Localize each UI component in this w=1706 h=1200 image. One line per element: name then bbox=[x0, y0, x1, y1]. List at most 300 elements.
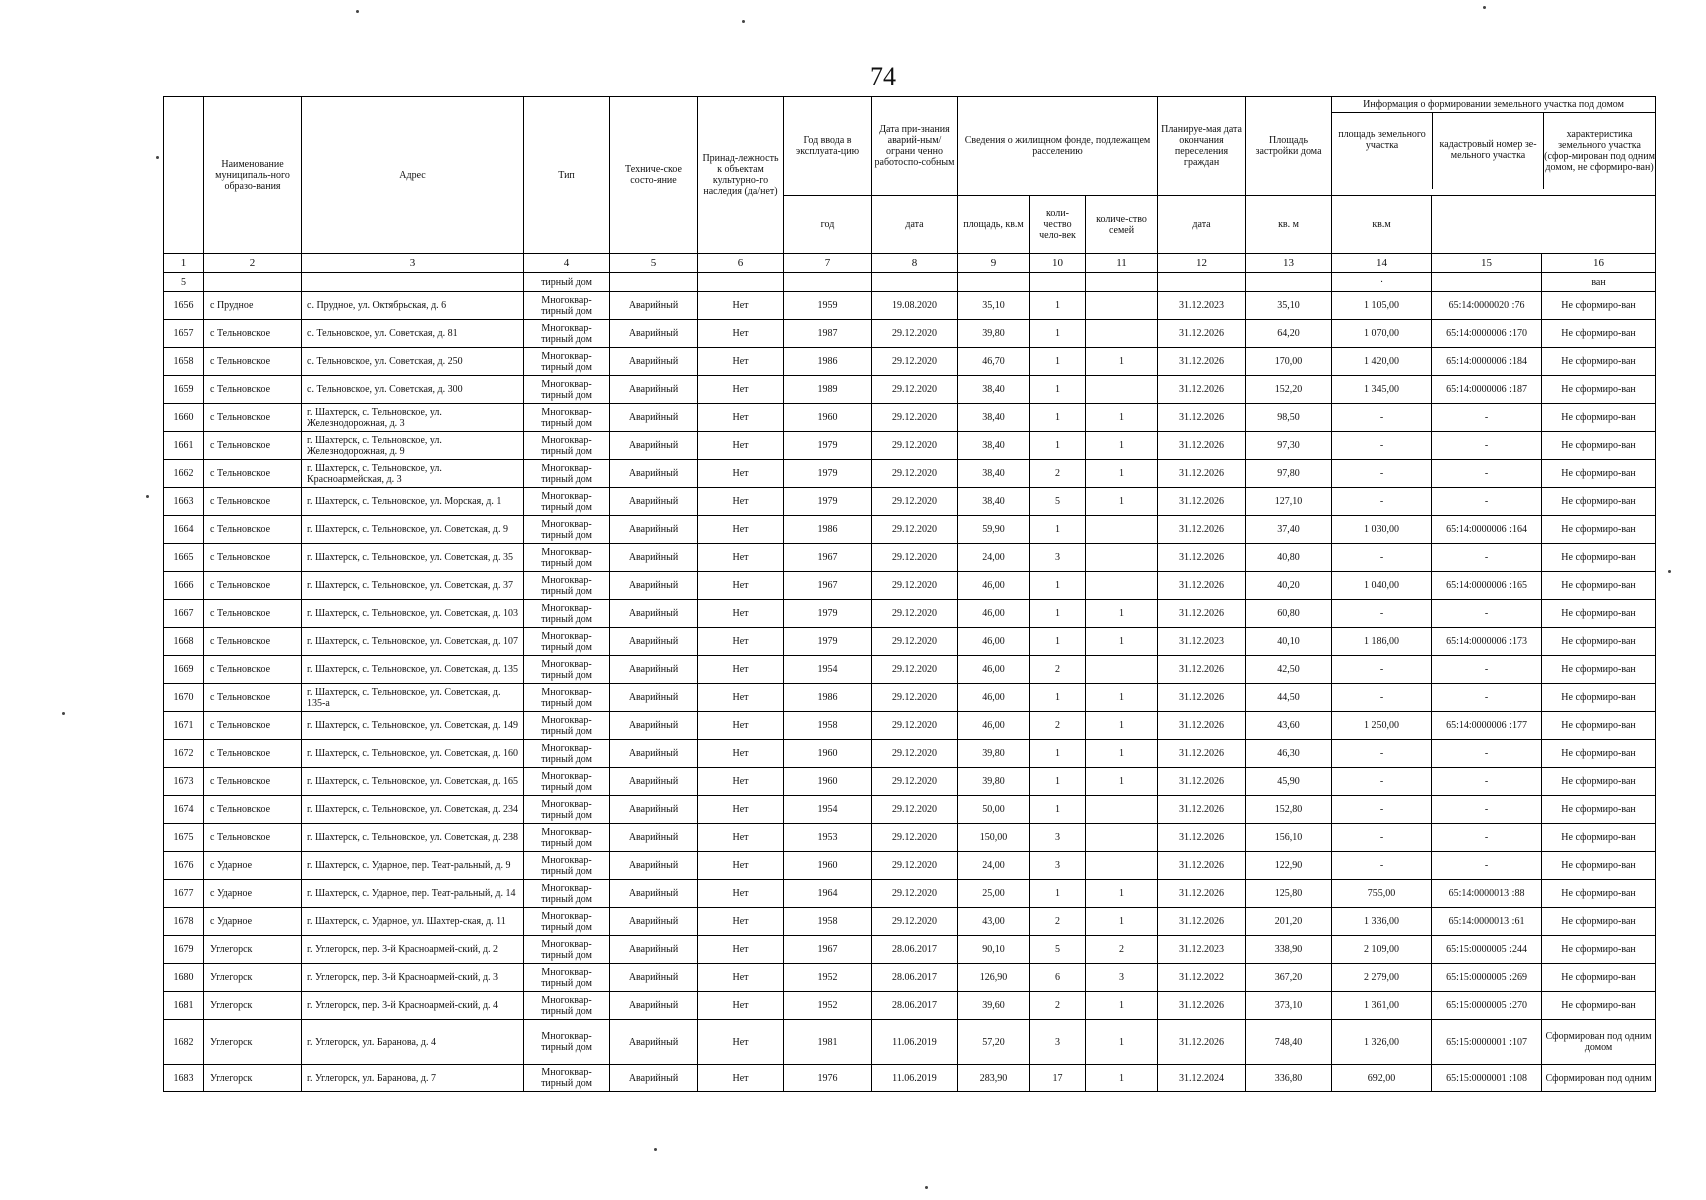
cell-emergency-date: 29.12.2020 bbox=[872, 880, 958, 908]
cell-land-area: · bbox=[1332, 273, 1432, 292]
cell-heritage: Нет bbox=[698, 320, 784, 348]
table-row bbox=[164, 544, 1656, 572]
cell-commission-year: 1964 bbox=[784, 880, 872, 908]
cell-land-area: - bbox=[1332, 544, 1432, 572]
cell-planned-date: 31.12.2026 bbox=[1158, 488, 1246, 516]
cell-area: 46,70 bbox=[958, 348, 1030, 376]
cell-type: Многоквар-тирный дом bbox=[524, 880, 610, 908]
cell-cadastral: - bbox=[1432, 488, 1542, 516]
cell-cadastral: 65:14:0000006 :165 bbox=[1432, 572, 1542, 600]
cell-type: Многоквар-тирный дом bbox=[524, 320, 610, 348]
cell-land-characteristic: Не сформиро-ван bbox=[1542, 936, 1656, 964]
cell-people: 3 bbox=[1030, 1020, 1086, 1065]
header-type: Тип bbox=[524, 97, 610, 254]
cell-planned-date: 31.12.2026 bbox=[1158, 460, 1246, 488]
cell-type: Многоквар-тирный дом bbox=[524, 768, 610, 796]
cell-commission-year: 1967 bbox=[784, 572, 872, 600]
cell-families: 1 bbox=[1086, 880, 1158, 908]
table-row bbox=[164, 404, 1656, 432]
row-number: 1661 bbox=[164, 432, 204, 460]
cell-land-area: - bbox=[1332, 796, 1432, 824]
cell-area: 59,90 bbox=[958, 516, 1030, 544]
cell-planned-date: 31.12.2026 bbox=[1158, 432, 1246, 460]
cell-heritage: Нет bbox=[698, 516, 784, 544]
cell-area: 50,00 bbox=[958, 796, 1030, 824]
cell-type: Многоквар-тирный дом bbox=[524, 292, 610, 320]
cell-families: 1 bbox=[1086, 404, 1158, 432]
cell-emergency-date: 28.06.2017 bbox=[872, 964, 958, 992]
cell-area: 39,80 bbox=[958, 320, 1030, 348]
cell-people: 1 bbox=[1030, 320, 1086, 348]
cell-heritage: Нет bbox=[698, 348, 784, 376]
cell-emergency-date: 29.12.2020 bbox=[872, 600, 958, 628]
table-row bbox=[164, 292, 1656, 320]
cell-municipality: с Ударное bbox=[204, 880, 302, 908]
cell-type: Многоквар-тирный дом bbox=[524, 376, 610, 404]
cell-address: с. Тельновское, ул. Советская, д. 81 bbox=[302, 320, 524, 348]
cell-empty bbox=[698, 273, 784, 292]
cell-built-area: 152,20 bbox=[1246, 376, 1332, 404]
cell-type: Многоквар-тирный дом bbox=[524, 348, 610, 376]
cell-empty bbox=[1246, 273, 1332, 292]
cell-land-characteristic: Не сформиро-ван bbox=[1542, 908, 1656, 936]
row-number: 5 bbox=[164, 273, 204, 292]
cell-emergency-date: 29.12.2020 bbox=[872, 376, 958, 404]
header-built-area: Площадь застройки дома bbox=[1246, 97, 1332, 196]
cell-empty bbox=[1086, 273, 1158, 292]
table-row bbox=[164, 516, 1656, 544]
unit-built-area: кв. м bbox=[1246, 196, 1332, 254]
column-index: 12 bbox=[1158, 254, 1246, 273]
cell-type: Многоквар-тирный дом bbox=[524, 992, 610, 1020]
cell-area: 38,40 bbox=[958, 404, 1030, 432]
cell-planned-date: 31.12.2026 bbox=[1158, 404, 1246, 432]
row-number: 1673 bbox=[164, 768, 204, 796]
cell-land-area: 1 186,00 bbox=[1332, 628, 1432, 656]
table-row bbox=[164, 712, 1656, 740]
cell-emergency-date: 29.12.2020 bbox=[872, 572, 958, 600]
cell-planned-date: 31.12.2026 bbox=[1158, 712, 1246, 740]
row-number: 1672 bbox=[164, 740, 204, 768]
cell-address: г. Шахтерск, с. Тельновское, ул. Советская, д. 37 bbox=[302, 572, 524, 600]
cell-address: г. Шахтерск, с. Тельновское, ул. Железнодорожная, д. 3 bbox=[302, 404, 524, 432]
cell-built-area: 170,00 bbox=[1246, 348, 1332, 376]
cell-people: 1 bbox=[1030, 572, 1086, 600]
cell-families: 1 bbox=[1086, 488, 1158, 516]
cell-cadastral: - bbox=[1432, 796, 1542, 824]
table-row bbox=[164, 432, 1656, 460]
cell-planned-date: 31.12.2026 bbox=[1158, 880, 1246, 908]
cell-planned-date: 31.12.2026 bbox=[1158, 516, 1246, 544]
cell-land-area: - bbox=[1332, 432, 1432, 460]
cell-families: 1 bbox=[1086, 684, 1158, 712]
cell-type: Многоквар-тирный дом bbox=[524, 852, 610, 880]
unit-date: дата bbox=[872, 196, 958, 254]
cell-land-area: 1 326,00 bbox=[1332, 1020, 1432, 1065]
cell-address: с. Тельновское, ул. Советская, д. 300 bbox=[302, 376, 524, 404]
cell-planned-date: 31.12.2022 bbox=[1158, 964, 1246, 992]
cell-tech-state: Аварийный bbox=[610, 432, 698, 460]
cell-built-area: 40,20 bbox=[1246, 572, 1332, 600]
cell-families bbox=[1086, 376, 1158, 404]
cell-land-characteristic: Не сформиро-ван bbox=[1542, 880, 1656, 908]
cell-address: с. Тельновское, ул. Советская, д. 250 bbox=[302, 348, 524, 376]
cell-planned-date: 31.12.2026 bbox=[1158, 768, 1246, 796]
cell-municipality: с Тельновское bbox=[204, 544, 302, 572]
cell-type: Многоквар-тирный дом bbox=[524, 1020, 610, 1065]
cell-type: Многоквар-тирный дом bbox=[524, 964, 610, 992]
cell-emergency-date: 29.12.2020 bbox=[872, 908, 958, 936]
unit-people: коли-чество чело-век bbox=[1030, 196, 1086, 254]
header-planned-date: Планируе-мая дата окончания переселения граждан bbox=[1158, 97, 1246, 196]
cell-families bbox=[1086, 656, 1158, 684]
table-row bbox=[164, 768, 1656, 796]
cell-people: 5 bbox=[1030, 936, 1086, 964]
cell-families: 1 bbox=[1086, 768, 1158, 796]
cell-emergency-date: 29.12.2020 bbox=[872, 460, 958, 488]
cell-address: г. Углегорск, ул. Баранова, д. 7 bbox=[302, 1065, 524, 1092]
page-number: 74 bbox=[870, 62, 896, 91]
cell-built-area: 97,80 bbox=[1246, 460, 1332, 488]
row-number: 1656 bbox=[164, 292, 204, 320]
cell-built-area: 98,50 bbox=[1246, 404, 1332, 432]
cell-cadastral: 65:14:0000006 :177 bbox=[1432, 712, 1542, 740]
cell-address: г. Шахтерск, с. Ударное, ул. Шахтер-ская, д. 11 bbox=[302, 908, 524, 936]
cell-cadastral: 65:14:0000006 :187 bbox=[1432, 376, 1542, 404]
cell-municipality: с Тельновское bbox=[204, 488, 302, 516]
cell-emergency-date: 29.12.2020 bbox=[872, 404, 958, 432]
cell-area: 38,40 bbox=[958, 376, 1030, 404]
cell-families: 1 bbox=[1086, 1020, 1158, 1065]
cell-area: 46,00 bbox=[958, 656, 1030, 684]
cell-land-characteristic: Не сформиро-ван bbox=[1542, 628, 1656, 656]
cell-address: с. Прудное, ул. Октябрьская, д. 6 bbox=[302, 292, 524, 320]
cell-municipality: с Тельновское bbox=[204, 516, 302, 544]
row-number: 1679 bbox=[164, 936, 204, 964]
header-row-number bbox=[164, 97, 204, 254]
cell-emergency-date: 11.06.2019 bbox=[872, 1020, 958, 1065]
cell-cadastral: - bbox=[1432, 684, 1542, 712]
cell-planned-date: 31.12.2026 bbox=[1158, 320, 1246, 348]
cell-tech-state: Аварийный bbox=[610, 600, 698, 628]
cell-land-area: 1 420,00 bbox=[1332, 348, 1432, 376]
cell-cadastral: 65:14:0000006 :173 bbox=[1432, 628, 1542, 656]
cell-cadastral: 65:15:0000005 :269 bbox=[1432, 964, 1542, 992]
cell-type: Многоквар-тирный дом bbox=[524, 600, 610, 628]
cell-commission-year: 1979 bbox=[784, 628, 872, 656]
cell-families bbox=[1086, 852, 1158, 880]
cell-area: 126,90 bbox=[958, 964, 1030, 992]
cell-cadastral: - bbox=[1432, 460, 1542, 488]
cell-heritage: Нет bbox=[698, 796, 784, 824]
cell-area: 46,00 bbox=[958, 628, 1030, 656]
unit-land-area: кв.м bbox=[1332, 196, 1432, 254]
cell-municipality: с Тельновское bbox=[204, 600, 302, 628]
cell-area: 46,00 bbox=[958, 684, 1030, 712]
cell-tech-state: Аварийный bbox=[610, 656, 698, 684]
unit-families: количе-ство семей bbox=[1086, 196, 1158, 254]
cell-families bbox=[1086, 292, 1158, 320]
cell-cadastral: - bbox=[1432, 544, 1542, 572]
cell-cadastral: - bbox=[1432, 432, 1542, 460]
table-row-continued bbox=[164, 273, 1656, 292]
cell-heritage: Нет bbox=[698, 488, 784, 516]
header-housing-info: Сведения о жилищном фонде, подлежащем расселению bbox=[958, 97, 1158, 196]
cell-address: г. Шахтерск, с. Тельновское, ул. Железнодорожная, д. 9 bbox=[302, 432, 524, 460]
cell-type: Многоквар-тирный дом bbox=[524, 404, 610, 432]
cell-area: 38,40 bbox=[958, 460, 1030, 488]
cell-emergency-date: 29.12.2020 bbox=[872, 320, 958, 348]
cell-municipality: с Тельновское bbox=[204, 460, 302, 488]
cell-commission-year: 1986 bbox=[784, 684, 872, 712]
row-number: 1678 bbox=[164, 908, 204, 936]
cell-planned-date: 31.12.2026 bbox=[1158, 824, 1246, 852]
cell-cadastral: - bbox=[1432, 740, 1542, 768]
cell-area: 38,40 bbox=[958, 432, 1030, 460]
cell-land-area: 1 345,00 bbox=[1332, 376, 1432, 404]
cell-people: 2 bbox=[1030, 992, 1086, 1020]
cell-land-characteristic: Не сформиро-ван bbox=[1542, 768, 1656, 796]
cell-cadastral: 65:14:0000020 :76 bbox=[1432, 292, 1542, 320]
header-emergency-date: Дата при-знания аварий-ным/ограни ченно работоспо-собным bbox=[872, 97, 958, 196]
cell-planned-date: 31.12.2026 bbox=[1158, 992, 1246, 1020]
scan-speck bbox=[146, 495, 149, 498]
cell-emergency-date: 11.06.2019 bbox=[872, 1065, 958, 1092]
cell-municipality: с Тельновское bbox=[204, 404, 302, 432]
cell-land-area: 1 030,00 bbox=[1332, 516, 1432, 544]
cell-land-area: 2 279,00 bbox=[1332, 964, 1432, 992]
cell-people: 1 bbox=[1030, 516, 1086, 544]
cell-land-area: 1 336,00 bbox=[1332, 908, 1432, 936]
table-row bbox=[164, 964, 1656, 992]
cell-area: 90,10 bbox=[958, 936, 1030, 964]
column-index: 5 bbox=[610, 254, 698, 273]
cell-tech-state: Аварийный bbox=[610, 544, 698, 572]
cell-heritage: Нет bbox=[698, 404, 784, 432]
column-index: 9 bbox=[958, 254, 1030, 273]
cell-planned-date: 31.12.2023 bbox=[1158, 292, 1246, 320]
cell-built-area: 45,90 bbox=[1246, 768, 1332, 796]
row-number: 1668 bbox=[164, 628, 204, 656]
cell-municipality: Углегорск bbox=[204, 964, 302, 992]
cell-families: 3 bbox=[1086, 964, 1158, 992]
unit-spacer bbox=[1432, 196, 1656, 254]
cell-cadastral: 65:14:0000006 :184 bbox=[1432, 348, 1542, 376]
cell-area: 24,00 bbox=[958, 544, 1030, 572]
cell-land-area: - bbox=[1332, 404, 1432, 432]
cell-heritage: Нет bbox=[698, 964, 784, 992]
table-row bbox=[164, 740, 1656, 768]
table-row bbox=[164, 992, 1656, 1020]
cell-families bbox=[1086, 544, 1158, 572]
cell-planned-date: 31.12.2026 bbox=[1158, 656, 1246, 684]
cell-built-area: 97,30 bbox=[1246, 432, 1332, 460]
cell-type: Многоквар-тирный дом bbox=[524, 908, 610, 936]
cell-tech-state: Аварийный bbox=[610, 348, 698, 376]
cell-tech-state: Аварийный bbox=[610, 992, 698, 1020]
cell-tech-state: Аварийный bbox=[610, 796, 698, 824]
cell-commission-year: 1986 bbox=[784, 516, 872, 544]
row-number: 1681 bbox=[164, 992, 204, 1020]
cell-address: г. Шахтерск, с. Тельновское, ул. Советская, д. 165 bbox=[302, 768, 524, 796]
cell-commission-year: 1952 bbox=[784, 992, 872, 1020]
cell-type: Многоквар-тирный дом bbox=[524, 488, 610, 516]
cell-municipality: с Тельновское bbox=[204, 320, 302, 348]
cell-tech-state: Аварийный bbox=[610, 936, 698, 964]
cell-cadastral: 65:15:0000001 :107 bbox=[1432, 1020, 1542, 1065]
cell-type: Многоквар-тирный дом bbox=[524, 544, 610, 572]
cell-commission-year: 1954 bbox=[784, 796, 872, 824]
table-row bbox=[164, 320, 1656, 348]
cell-municipality: с Тельновское bbox=[204, 628, 302, 656]
cell-land-area: - bbox=[1332, 740, 1432, 768]
table-row bbox=[164, 852, 1656, 880]
cell-planned-date: 31.12.2024 bbox=[1158, 1065, 1246, 1092]
cell-tech-state: Аварийный bbox=[610, 768, 698, 796]
scan-speck bbox=[1668, 570, 1671, 573]
cell-commission-year: 1954 bbox=[784, 656, 872, 684]
cell-families: 1 bbox=[1086, 1065, 1158, 1092]
cell-cadastral: 65:15:0000001 :108 bbox=[1432, 1065, 1542, 1092]
row-number: 1674 bbox=[164, 796, 204, 824]
cell-commission-year: 1958 bbox=[784, 712, 872, 740]
housing-register-table bbox=[163, 96, 1656, 1092]
cell-land-characteristic: Сформирован под одним домом bbox=[1542, 1020, 1656, 1065]
cell-tech-state: Аварийный bbox=[610, 740, 698, 768]
cell-tech-state: Аварийный bbox=[610, 376, 698, 404]
row-number: 1677 bbox=[164, 880, 204, 908]
cell-type: Многоквар-тирный дом bbox=[524, 740, 610, 768]
cell-address: г. Шахтерск, с. Тельновское, ул. Морская, д. 1 bbox=[302, 488, 524, 516]
cell-people: 2 bbox=[1030, 712, 1086, 740]
cell-tech-state: Аварийный bbox=[610, 320, 698, 348]
cell-commission-year: 1952 bbox=[784, 964, 872, 992]
table-row bbox=[164, 908, 1656, 936]
cell-land-characteristic: Не сформиро-ван bbox=[1542, 852, 1656, 880]
cell-emergency-date: 19.08.2020 bbox=[872, 292, 958, 320]
row-number: 1670 bbox=[164, 684, 204, 712]
cell-emergency-date: 29.12.2020 bbox=[872, 684, 958, 712]
cell-land-characteristic: Не сформиро-ван bbox=[1542, 656, 1656, 684]
cell-land-characteristic: Не сформиро-ван bbox=[1542, 600, 1656, 628]
row-number: 1658 bbox=[164, 348, 204, 376]
cell-built-area: 40,10 bbox=[1246, 628, 1332, 656]
cell-land-characteristic: Сформирован под одним bbox=[1542, 1065, 1656, 1092]
table-row bbox=[164, 796, 1656, 824]
row-number: 1680 bbox=[164, 964, 204, 992]
cell-type: Многоквар-тирный дом bbox=[524, 432, 610, 460]
cell-address: г. Шахтерск, с. Тельновское, ул. Советская, д. 135-а bbox=[302, 684, 524, 712]
cell-commission-year: 1960 bbox=[784, 404, 872, 432]
table-row bbox=[164, 488, 1656, 516]
cell-emergency-date: 29.12.2020 bbox=[872, 516, 958, 544]
cell-people: 1 bbox=[1030, 600, 1086, 628]
cell-commission-year: 1959 bbox=[784, 292, 872, 320]
cell-emergency-date: 29.12.2020 bbox=[872, 768, 958, 796]
cell-emergency-date: 29.12.2020 bbox=[872, 348, 958, 376]
cell-land-characteristic: ван bbox=[1542, 273, 1656, 292]
cell-type: Многоквар-тирный дом bbox=[524, 1065, 610, 1092]
column-index: 4 bbox=[524, 254, 610, 273]
cell-tech-state: Аварийный bbox=[610, 908, 698, 936]
cell-tech-state: Аварийный bbox=[610, 292, 698, 320]
cell-land-characteristic: Не сформиро-ван bbox=[1542, 488, 1656, 516]
cell-people: 1 bbox=[1030, 376, 1086, 404]
cell-planned-date: 31.12.2023 bbox=[1158, 936, 1246, 964]
cell-type: Многоквар-тирный дом bbox=[524, 936, 610, 964]
cell-tech-state: Аварийный bbox=[610, 1020, 698, 1065]
cell-emergency-date: 29.12.2020 bbox=[872, 544, 958, 572]
cell-municipality: с Ударное bbox=[204, 852, 302, 880]
scan-speck bbox=[1483, 6, 1486, 9]
cell-built-area: 127,10 bbox=[1246, 488, 1332, 516]
cell-heritage: Нет bbox=[698, 992, 784, 1020]
cell-municipality: с Тельновское bbox=[204, 740, 302, 768]
cell-families: 1 bbox=[1086, 740, 1158, 768]
cell-cadastral: 65:14:0000013 :61 bbox=[1432, 908, 1542, 936]
cell-families: 1 bbox=[1086, 712, 1158, 740]
cell-area: 46,00 bbox=[958, 600, 1030, 628]
scan-speck bbox=[62, 712, 65, 715]
scan-speck bbox=[925, 1186, 928, 1189]
cell-commission-year: 1953 bbox=[784, 824, 872, 852]
cell-type: Многоквар-тирный дом bbox=[524, 460, 610, 488]
cell-land-characteristic: Не сформиро-ван bbox=[1542, 320, 1656, 348]
cell-area: 57,20 bbox=[958, 1020, 1030, 1065]
cell-heritage: Нет bbox=[698, 1020, 784, 1065]
cell-land-characteristic: Не сформиро-ван bbox=[1542, 572, 1656, 600]
header-municipality: Наименование муниципаль-ного образо-вания bbox=[204, 97, 302, 254]
cell-address: г. Углегорск, пер. 3-й Красноармей-ский, д. 3 bbox=[302, 964, 524, 992]
cell-families: 1 bbox=[1086, 460, 1158, 488]
cell-emergency-date: 29.12.2020 bbox=[872, 432, 958, 460]
cell-heritage: Нет bbox=[698, 936, 784, 964]
row-number: 1683 bbox=[164, 1065, 204, 1092]
cell-cadastral: 65:14:0000013 :88 bbox=[1432, 880, 1542, 908]
cell-area: 39,60 bbox=[958, 992, 1030, 1020]
cell-planned-date: 31.12.2026 bbox=[1158, 908, 1246, 936]
cell-land-characteristic: Не сформиро-ван bbox=[1542, 376, 1656, 404]
table-row bbox=[164, 376, 1656, 404]
column-index: 8 bbox=[872, 254, 958, 273]
cell-municipality: с Ударное bbox=[204, 908, 302, 936]
cell-municipality: с Тельновское bbox=[204, 684, 302, 712]
cell-heritage: Нет bbox=[698, 880, 784, 908]
cell-cadastral: 65:15:0000005 :244 bbox=[1432, 936, 1542, 964]
cell-area: 150,00 bbox=[958, 824, 1030, 852]
cell-families bbox=[1086, 516, 1158, 544]
header-land-characteristic: характеристика земельного участка (сфор-мирован под одним домом, не сформиро-ван) bbox=[1544, 129, 1655, 173]
cell-land-area: 1 250,00 bbox=[1332, 712, 1432, 740]
cell-address: г. Шахтерск, с. Тельновское, ул. Советская, д. 149 bbox=[302, 712, 524, 740]
cell-built-area: 156,10 bbox=[1246, 824, 1332, 852]
cell-type: тирный дом bbox=[524, 273, 610, 292]
cell-address: г. Шахтерск, с. Тельновское, ул. Советская, д. 107 bbox=[302, 628, 524, 656]
cell-municipality: с Тельновское bbox=[204, 796, 302, 824]
header-tech-state: Техниче-ское состо-яние bbox=[610, 97, 698, 254]
cell-land-area: - bbox=[1332, 824, 1432, 852]
cell-area: 25,00 bbox=[958, 880, 1030, 908]
cell-heritage: Нет bbox=[698, 572, 784, 600]
cell-address: г. Шахтерск, с. Тельновское, ул. Красноармейская, д. 3 bbox=[302, 460, 524, 488]
table-row bbox=[164, 460, 1656, 488]
cell-heritage: Нет bbox=[698, 544, 784, 572]
cell-municipality: Углегорск bbox=[204, 936, 302, 964]
table-row bbox=[164, 1020, 1656, 1065]
cell-emergency-date: 28.06.2017 bbox=[872, 936, 958, 964]
cell-area: 24,00 bbox=[958, 852, 1030, 880]
cell-families: 1 bbox=[1086, 628, 1158, 656]
